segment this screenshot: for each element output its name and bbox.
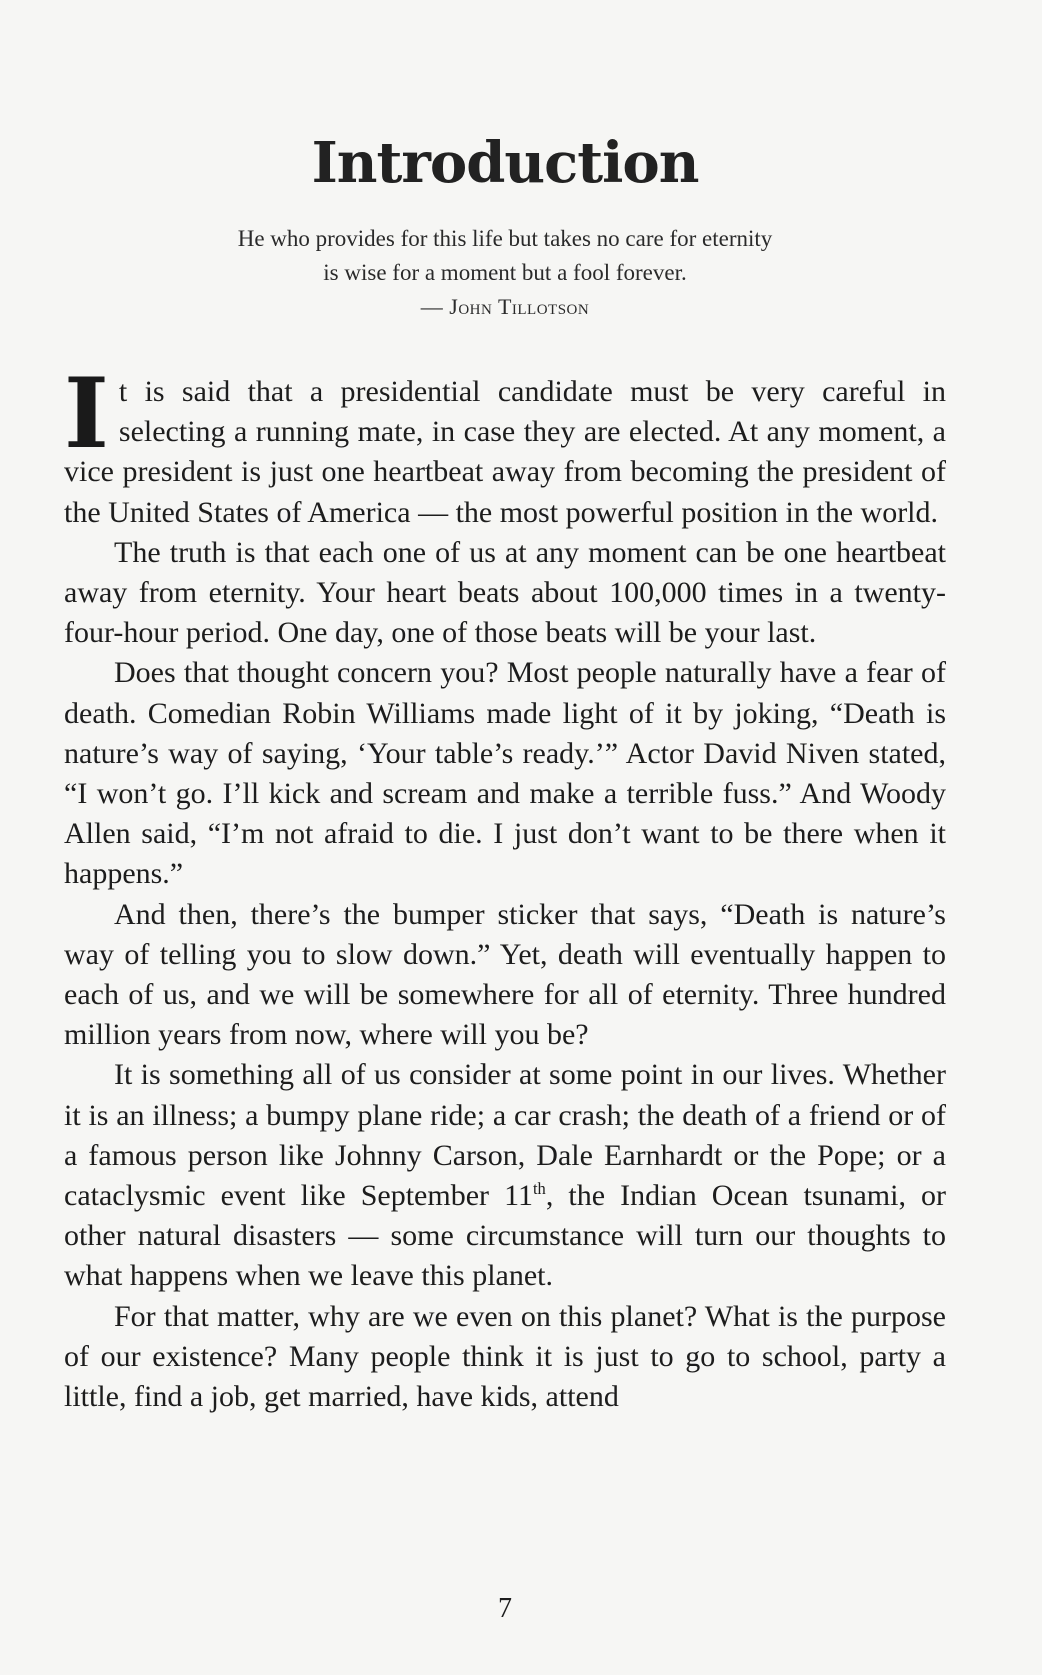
drop-cap: I xyxy=(64,357,109,470)
chapter-title: Introduction xyxy=(311,130,699,196)
paragraph-5-text-a: It is something all of us consider at some point in our lives. Whether it is an illness; a bumpy plane ride; a car crash; the death of a friend or of a famous person like Johnny Carson, Dale Earnhardt or the Pope; or a cataclysmic event like September 11 xyxy=(64,1058,946,1213)
paragraph-1-text: t is said that a presidential candidate must be very careful in selecting a running mate, in case they are elected. At any moment, a vice president is just one heartbeat away from becoming the president of the United States of America — the most powerful position in the world. xyxy=(64,375,946,529)
body-text xyxy=(64,357,946,1417)
paragraph-2: The truth is that each one of us at any moment can be one heartbeat away from eternity. Your heart beats about 100,000 times in a twenty-four-hour period. One day, one of those beats will be your last. xyxy=(64,535,946,650)
ordinal-suffix: th xyxy=(532,1179,546,1199)
epigraph-attribution: — John Tillotson xyxy=(420,294,590,319)
paragraph-1 xyxy=(64,357,946,533)
epigraph-line-2: is wise for a moment but a fool forever. xyxy=(323,260,687,285)
paragraph-4: And then, there’s the bumper sticker that says, “Death is nature’s way of telling you to slow down.” Yet, death will eventually happen to each of us, and we will be somewhere for all of eternity. Three hundred million years from now, where will you be? xyxy=(64,897,946,1052)
book-page xyxy=(64,0,946,1675)
epigraph-line-1: He who provides for this life but takes no care for eternity xyxy=(237,226,773,251)
paragraph-5 xyxy=(64,1055,946,1296)
paragraph-6: For that matter, why are we even on this planet? What is the purpose of our existence? Many people think it is just to go to school, party a little, find a job, get married, have kids, attend xyxy=(64,1299,946,1414)
paragraph-3: Does that thought concern you? Most people naturally have a fear of death. Comedian Robin Williams made light of it by joking, “Death is nature’s way of saying, ‘Your table’s ready.’” Actor David Niven stated, “I won’t go. I’ll kick and scream and make a terrible fuss.” And Woody Allen said, “I’m not afraid to die. I just don’t want to be there when it happens.” xyxy=(64,656,946,891)
epigraph xyxy=(64,222,946,324)
page-number: 7 xyxy=(498,1593,512,1624)
paragraph-5-text-b: , the Indian Ocean tsunami, or other natural disasters — some circumstance will turn our thoughts to what happens when we leave this planet. xyxy=(64,1179,946,1293)
